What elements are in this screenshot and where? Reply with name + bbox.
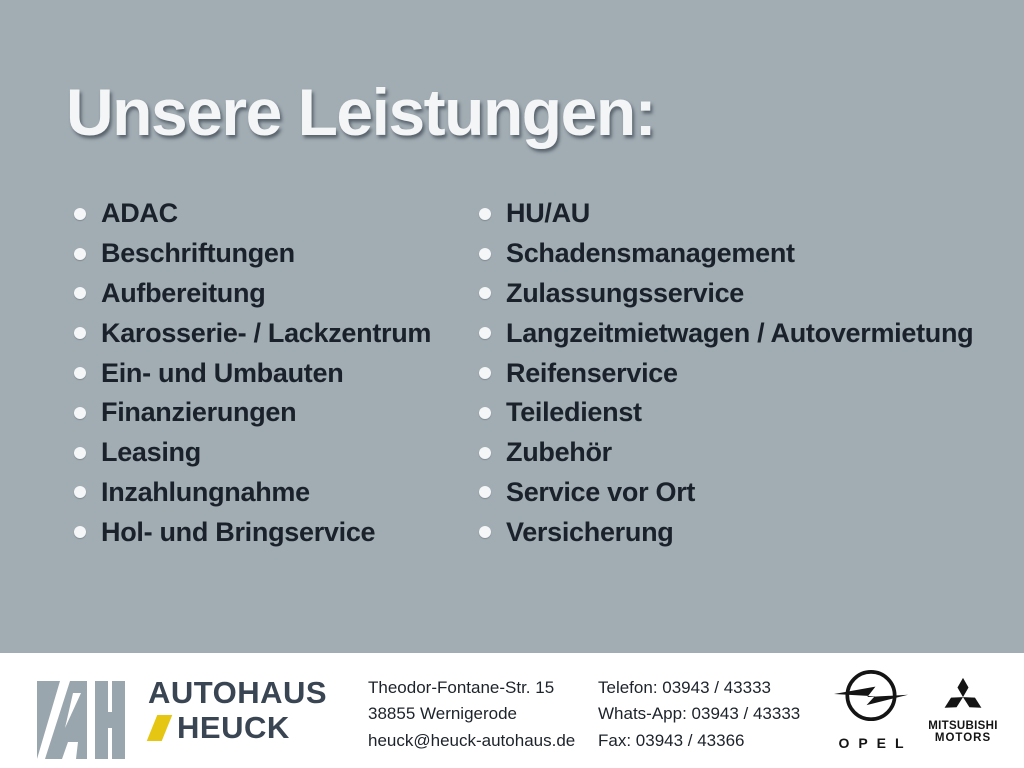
autohaus-heuck-logo	[148, 677, 327, 743]
service-item	[74, 234, 431, 274]
service-item	[479, 234, 973, 274]
service-label: ADAC	[101, 198, 178, 229]
contact-whatsapp: Whats-App: 03943 / 43333	[598, 704, 801, 724]
contact-phone: Telefon: 03943 / 43333	[598, 678, 771, 697]
logo-line2-text: HEUCK	[177, 710, 290, 745]
service-item	[74, 353, 431, 393]
contact-fax: Fax: 03943 / 43366	[598, 730, 745, 750]
address-block	[368, 675, 575, 754]
service-label: HU/AU	[506, 198, 590, 229]
service-item	[74, 512, 431, 552]
service-label: Teiledienst	[506, 397, 642, 428]
opel-brand	[826, 665, 916, 751]
service-label: Karosserie- / Lackzentrum	[101, 317, 432, 348]
service-item	[74, 194, 431, 234]
page-title: Unsere Leistungen:	[66, 75, 656, 149]
service-item	[74, 433, 431, 473]
bullet-icon	[479, 248, 491, 260]
service-label: Langzeitmietwagen / Autovermietung	[506, 317, 974, 348]
service-item	[74, 473, 431, 513]
service-label: Versicherung	[506, 516, 674, 547]
bullet-icon	[74, 526, 86, 538]
service-label: Service vor Ort	[506, 476, 696, 507]
logo-line2	[148, 712, 327, 743]
logo-line1: AUTOHAUS	[148, 675, 328, 710]
service-label: Inzahlungnahme	[101, 476, 310, 507]
bullet-icon	[74, 327, 86, 339]
bullet-icon	[74, 407, 86, 419]
bullet-icon	[479, 327, 491, 339]
bullet-icon	[74, 208, 86, 220]
services-list-right	[479, 194, 973, 552]
services-list-left	[74, 194, 431, 552]
service-item	[479, 274, 973, 314]
service-item	[479, 353, 973, 393]
service-label: Zubehör	[506, 437, 612, 468]
bullet-icon	[479, 367, 491, 379]
service-label: Finanzierungen	[101, 397, 297, 428]
bullet-icon	[74, 486, 86, 498]
address-street: Theodor-Fontane-Str. 15	[368, 678, 555, 697]
opel-wordmark: OPEL	[838, 735, 913, 751]
contact-block	[598, 675, 800, 754]
yellow-slash-icon	[147, 715, 173, 741]
bullet-icon	[479, 407, 491, 419]
service-item	[479, 433, 973, 473]
service-item	[479, 473, 973, 513]
service-item	[74, 313, 431, 353]
bullet-icon	[74, 287, 86, 299]
service-label: Leasing	[101, 437, 201, 468]
service-label: Hol- und Bringservice	[101, 516, 376, 547]
bullet-icon	[479, 486, 491, 498]
service-label: Schadensmanagement	[506, 238, 795, 269]
service-label: Beschriftungen	[101, 238, 295, 269]
mitsubishi-brand	[918, 675, 1008, 744]
service-item	[74, 274, 431, 314]
address-city: 38855 Wernigerode	[368, 704, 518, 724]
bullet-icon	[74, 367, 86, 379]
service-item	[479, 393, 973, 433]
service-label: Zulassungsservice	[506, 277, 745, 308]
service-label: Aufbereitung	[101, 277, 266, 308]
bullet-icon	[74, 248, 86, 260]
service-item	[479, 194, 973, 234]
mitsubishi-logo-icon	[940, 675, 986, 712]
service-label: Reifenservice	[506, 357, 678, 388]
bullet-icon	[479, 208, 491, 220]
opel-logo-icon	[834, 665, 908, 729]
bullet-icon	[479, 526, 491, 538]
mitsubishi-wordmark-line1: MITSUBISHI	[928, 720, 998, 732]
service-item	[479, 313, 973, 353]
service-item	[479, 512, 973, 552]
ah-monogram-icon	[37, 681, 125, 759]
address-email: heuck@heuck-autohaus.de	[368, 730, 576, 750]
bullet-icon	[74, 447, 86, 459]
service-label: Ein- und Umbauten	[101, 357, 344, 388]
bullet-icon	[479, 447, 491, 459]
mitsubishi-wordmark-line2: MOTORS	[934, 732, 992, 744]
bullet-icon	[479, 287, 491, 299]
footer	[0, 653, 1024, 768]
service-item	[74, 393, 431, 433]
